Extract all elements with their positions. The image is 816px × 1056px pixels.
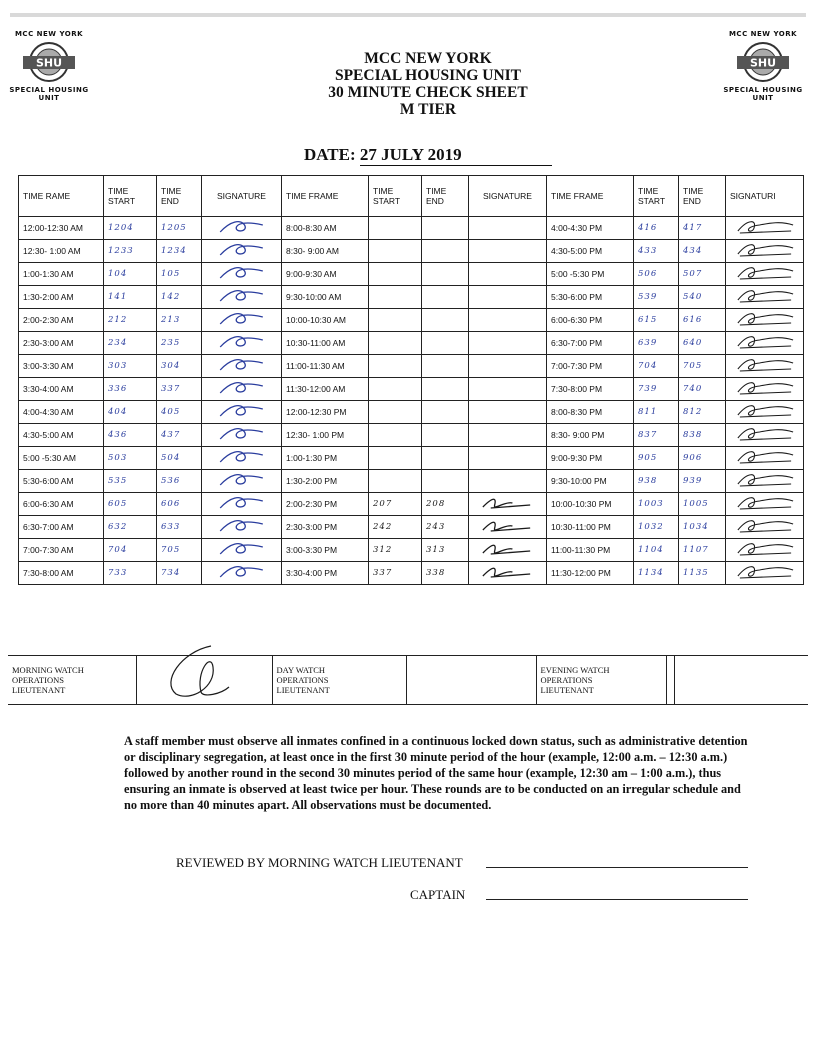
signature-cell <box>202 378 282 401</box>
start-cell: 811 <box>634 401 679 424</box>
table-row <box>19 332 804 355</box>
end-cell: 740 <box>679 378 726 401</box>
end-cell: 105 <box>157 263 202 286</box>
signature-cell <box>726 332 804 355</box>
table-row <box>19 401 804 424</box>
start-cell: 506 <box>634 263 679 286</box>
signature-cell <box>202 516 282 539</box>
start-cell: 605 <box>104 493 157 516</box>
time-frame-cell: 2:00-2:30 PM <box>282 493 369 516</box>
end-cell: 142 <box>157 286 202 309</box>
start-cell: 433 <box>634 240 679 263</box>
time-frame-cell: 8:00-8:30 AM <box>282 217 369 240</box>
signature-cell <box>202 309 282 332</box>
table-row <box>19 424 804 447</box>
date-value: 27 JULY 2019 <box>360 145 552 166</box>
time-frame-cell: 11:30-12:00 PM <box>547 562 634 585</box>
start-cell <box>369 355 422 378</box>
col-header: TIME START <box>104 176 157 217</box>
time-frame-cell: 12:00-12:30 AM <box>19 217 104 240</box>
signature-cell <box>202 355 282 378</box>
logo-bottom-text: SPECIAL HOUSING UNIT <box>723 86 803 102</box>
end-cell: 313 <box>422 539 469 562</box>
shu-logo-right <box>718 30 808 102</box>
time-frame-cell: 1:00-1:30 PM <box>282 447 369 470</box>
end-cell: 540 <box>679 286 726 309</box>
end-cell: 734 <box>157 562 202 585</box>
end-cell: 838 <box>679 424 726 447</box>
end-cell: 235 <box>157 332 202 355</box>
start-cell: 312 <box>369 539 422 562</box>
col-header: SIGNATURI <box>726 176 804 217</box>
col-header: SIGNATURE <box>469 176 547 217</box>
time-frame-cell: 10:00-10:30 AM <box>282 309 369 332</box>
end-cell: 705 <box>679 355 726 378</box>
time-frame-cell: 4:30-5:00 PM <box>547 240 634 263</box>
start-cell: 104 <box>104 263 157 286</box>
time-frame-cell: 12:00-12:30 PM <box>282 401 369 424</box>
time-frame-cell: 8:00-8:30 PM <box>547 401 634 424</box>
start-cell: 1134 <box>634 562 679 585</box>
start-cell: 503 <box>104 447 157 470</box>
table-row <box>19 493 804 516</box>
signature-cell <box>202 286 282 309</box>
evening-watch-spacer <box>666 656 674 705</box>
start-cell: 141 <box>104 286 157 309</box>
table-row <box>19 447 804 470</box>
signature-cell <box>726 309 804 332</box>
signature-cell <box>469 424 547 447</box>
signature-cell <box>726 286 804 309</box>
end-cell: 705 <box>157 539 202 562</box>
title-line: MCC NEW YORK <box>364 50 492 67</box>
time-frame-cell: 4:00-4:30 PM <box>547 217 634 240</box>
start-cell <box>369 332 422 355</box>
start-cell: 1003 <box>634 493 679 516</box>
end-cell <box>422 355 469 378</box>
start-cell <box>369 217 422 240</box>
sheet-title <box>258 50 598 118</box>
start-cell: 632 <box>104 516 157 539</box>
col-header: TIME START <box>634 176 679 217</box>
time-frame-cell: 6:30-7:00 AM <box>19 516 104 539</box>
end-cell: 437 <box>157 424 202 447</box>
end-cell: 1034 <box>679 516 726 539</box>
end-cell: 640 <box>679 332 726 355</box>
end-cell: 812 <box>679 401 726 424</box>
end-cell: 606 <box>157 493 202 516</box>
start-cell <box>369 470 422 493</box>
time-frame-cell: 11:00-11:30 PM <box>547 539 634 562</box>
morning-watch-label: MORNING WATCH OPERATIONS LIEUTENANT <box>8 656 136 705</box>
title-line: SPECIAL HOUSING UNIT <box>334 67 522 84</box>
time-frame-cell: 9:00-9:30 PM <box>547 447 634 470</box>
end-cell: 1005 <box>679 493 726 516</box>
start-cell: 733 <box>104 562 157 585</box>
end-cell <box>422 309 469 332</box>
start-cell: 337 <box>369 562 422 585</box>
time-frame-cell: 7:00-7:30 PM <box>547 355 634 378</box>
title-line: 30 MINUTE CHECK SHEET <box>328 84 528 101</box>
morning-watch-signature <box>136 656 272 705</box>
signature-cell <box>726 516 804 539</box>
signature-cell <box>469 309 547 332</box>
signature-cell <box>726 562 804 585</box>
signature-cell <box>202 401 282 424</box>
start-cell: 905 <box>634 447 679 470</box>
time-frame-cell: 1:30-2:00 PM <box>282 470 369 493</box>
check-log-table <box>18 175 804 585</box>
time-frame-cell: 10:30-11:00 AM <box>282 332 369 355</box>
start-cell <box>369 263 422 286</box>
signature-cell <box>726 447 804 470</box>
signature-cell <box>469 447 547 470</box>
col-header: TIME RAME <box>19 176 104 217</box>
end-cell <box>422 286 469 309</box>
start-cell: 207 <box>369 493 422 516</box>
signature-cell <box>202 562 282 585</box>
logo-bottom-text: SPECIAL HOUSING UNIT <box>9 86 89 102</box>
start-cell: 234 <box>104 332 157 355</box>
time-frame-cell: 11:00-11:30 AM <box>282 355 369 378</box>
col-header: TIME FRAME <box>282 176 369 217</box>
start-cell: 837 <box>634 424 679 447</box>
time-frame-cell: 3:00-3:30 PM <box>282 539 369 562</box>
signature-cell <box>726 401 804 424</box>
end-cell <box>422 240 469 263</box>
end-cell: 304 <box>157 355 202 378</box>
logo-mark-text: SHU <box>35 56 63 70</box>
signature-cell <box>469 286 547 309</box>
table-body <box>19 217 804 585</box>
time-frame-cell: 9:30-10:00 AM <box>282 286 369 309</box>
time-frame-cell: 6:00-6:30 PM <box>547 309 634 332</box>
time-frame-cell: 2:30-3:00 PM <box>282 516 369 539</box>
end-cell <box>422 424 469 447</box>
start-cell: 704 <box>634 355 679 378</box>
end-cell: 1135 <box>679 562 726 585</box>
col-header: TIME END <box>679 176 726 217</box>
start-cell: 535 <box>104 470 157 493</box>
date-label: DATE: <box>304 145 356 164</box>
shu-logo-left <box>4 30 94 102</box>
start-cell: 938 <box>634 470 679 493</box>
signature-mark <box>141 642 261 702</box>
time-frame-cell: 8:30- 9:00 PM <box>547 424 634 447</box>
col-header: SIGNATURE <box>202 176 282 217</box>
signature-cell <box>202 240 282 263</box>
col-header: TIME START <box>369 176 422 217</box>
shu-seal-icon <box>735 41 791 83</box>
signature-cell <box>469 401 547 424</box>
table-row <box>19 470 804 493</box>
time-frame-cell: 11:30-12:00 AM <box>282 378 369 401</box>
signature-cell <box>469 355 547 378</box>
signature-cell <box>726 355 804 378</box>
signature-cell <box>469 516 547 539</box>
signature-cell <box>726 493 804 516</box>
time-frame-cell: 7:30-8:00 PM <box>547 378 634 401</box>
start-cell: 1204 <box>104 217 157 240</box>
evening-watch-label: EVENING WATCH OPERATIONS LIEUTENANT <box>536 656 666 705</box>
start-cell <box>369 401 422 424</box>
end-cell: 337 <box>157 378 202 401</box>
time-frame-cell: 5:30-6:00 PM <box>547 286 634 309</box>
table-row <box>19 562 804 585</box>
signature-cell <box>469 539 547 562</box>
end-cell: 213 <box>157 309 202 332</box>
time-frame-cell: 7:30-8:00 AM <box>19 562 104 585</box>
time-frame-cell: 4:00-4:30 AM <box>19 401 104 424</box>
time-frame-cell: 7:00-7:30 AM <box>19 539 104 562</box>
signature-cell <box>469 378 547 401</box>
start-cell <box>369 378 422 401</box>
signature-cell <box>726 424 804 447</box>
time-frame-cell: 12:30- 1:00 PM <box>282 424 369 447</box>
time-frame-cell: 1:00-1:30 AM <box>19 263 104 286</box>
end-cell <box>422 378 469 401</box>
start-cell: 242 <box>369 516 422 539</box>
start-cell: 639 <box>634 332 679 355</box>
signature-cell <box>202 217 282 240</box>
start-cell <box>369 286 422 309</box>
end-cell <box>422 401 469 424</box>
date-line <box>304 145 552 166</box>
end-cell: 536 <box>157 470 202 493</box>
signature-cell <box>202 447 282 470</box>
signature-cell <box>202 332 282 355</box>
reviewed-by-line <box>486 867 748 868</box>
table-row <box>19 378 804 401</box>
end-cell: 338 <box>422 562 469 585</box>
end-cell <box>422 217 469 240</box>
end-cell: 1107 <box>679 539 726 562</box>
table-row <box>19 309 804 332</box>
table-row <box>19 516 804 539</box>
time-frame-cell: 5:00 -5:30 PM <box>547 263 634 286</box>
start-cell <box>369 240 422 263</box>
table-header-row <box>19 176 804 217</box>
end-cell: 1205 <box>157 217 202 240</box>
signature-cell <box>469 470 547 493</box>
signature-cell <box>726 378 804 401</box>
time-frame-cell: 12:30- 1:00 AM <box>19 240 104 263</box>
start-cell: 1032 <box>634 516 679 539</box>
watch-operations-bar <box>8 655 808 705</box>
end-cell <box>422 332 469 355</box>
col-header: TIME END <box>157 176 202 217</box>
signature-cell <box>469 217 547 240</box>
title-line: M TIER <box>399 101 457 118</box>
signature-cell <box>726 240 804 263</box>
table-row <box>19 355 804 378</box>
start-cell: 404 <box>104 401 157 424</box>
end-cell: 208 <box>422 493 469 516</box>
end-cell <box>422 447 469 470</box>
time-frame-cell: 6:00-6:30 AM <box>19 493 104 516</box>
signature-cell <box>202 424 282 447</box>
col-header: TIME END <box>422 176 469 217</box>
evening-watch-signature <box>674 656 808 705</box>
time-frame-cell: 2:00-2:30 AM <box>19 309 104 332</box>
signature-cell <box>726 470 804 493</box>
logo-top-text: MCC NEW YORK <box>14 30 84 38</box>
signature-cell <box>202 493 282 516</box>
start-cell: 615 <box>634 309 679 332</box>
day-watch-signature <box>406 656 536 705</box>
end-cell: 507 <box>679 263 726 286</box>
captain-line <box>486 899 748 900</box>
time-frame-cell: 2:30-3:00 AM <box>19 332 104 355</box>
start-cell: 212 <box>104 309 157 332</box>
time-frame-cell: 6:30-7:00 PM <box>547 332 634 355</box>
day-watch-label: DAY WATCH OPERATIONS LIEUTENANT <box>272 656 406 705</box>
end-cell: 405 <box>157 401 202 424</box>
signature-cell <box>469 562 547 585</box>
signature-cell <box>726 539 804 562</box>
end-cell <box>422 263 469 286</box>
start-cell: 704 <box>104 539 157 562</box>
reviewed-by-label: REVIEWED BY MORNING WATCH LIEUTENANT <box>176 855 463 870</box>
end-cell: 616 <box>679 309 726 332</box>
signature-cell <box>726 263 804 286</box>
start-cell: 539 <box>634 286 679 309</box>
time-frame-cell: 5:00 -5:30 AM <box>19 447 104 470</box>
time-frame-cell: 1:30-2:00 AM <box>19 286 104 309</box>
start-cell: 416 <box>634 217 679 240</box>
table-row <box>19 217 804 240</box>
end-cell: 906 <box>679 447 726 470</box>
start-cell: 739 <box>634 378 679 401</box>
end-cell: 434 <box>679 240 726 263</box>
time-frame-cell: 3:30-4:00 AM <box>19 378 104 401</box>
signature-cell <box>202 470 282 493</box>
end-cell: 939 <box>679 470 726 493</box>
start-cell: 436 <box>104 424 157 447</box>
signature-cell <box>202 263 282 286</box>
signature-cell <box>202 539 282 562</box>
table-row <box>19 539 804 562</box>
signature-cell <box>469 332 547 355</box>
end-cell: 504 <box>157 447 202 470</box>
start-cell: 303 <box>104 355 157 378</box>
time-frame-cell: 5:30-6:00 AM <box>19 470 104 493</box>
logo-mark-text: SHU <box>749 56 777 70</box>
start-cell: 1233 <box>104 240 157 263</box>
table-row <box>19 263 804 286</box>
time-frame-cell: 10:30-11:00 PM <box>547 516 634 539</box>
start-cell: 336 <box>104 378 157 401</box>
end-cell <box>422 470 469 493</box>
signature-cell <box>469 263 547 286</box>
col-header: TIME FRAME <box>547 176 634 217</box>
signature-cell <box>726 217 804 240</box>
start-cell <box>369 424 422 447</box>
time-frame-cell: 8:30- 9:00 AM <box>282 240 369 263</box>
signature-cell <box>469 240 547 263</box>
end-cell: 417 <box>679 217 726 240</box>
time-frame-cell: 3:30-4:00 PM <box>282 562 369 585</box>
end-cell: 243 <box>422 516 469 539</box>
captain-label: CAPTAIN <box>410 887 466 902</box>
table-row <box>19 240 804 263</box>
logo-top-text: MCC NEW YORK <box>728 30 798 38</box>
time-frame-cell: 3:00-3:30 AM <box>19 355 104 378</box>
instructions-paragraph: A staff member must observe all inmates confined in a continuous locked down status, such as administrative detention or disciplinary segregation, at least once in the first 30 minute period of the hour (example, 12:00 a.m. – 12:30 a.m.) followed by another round in the second 30 minutes period of the same hour (example, 12:30 am – 1:00 a.m.), thus ensuring an inmate is observed at least twice per hour. These rounds are to be conducted on an irregular schedule and no more than 40 minutes apart. All observations must be documented. <box>124 734 748 812</box>
start-cell: 1104 <box>634 539 679 562</box>
time-frame-cell: 10:00-10:30 PM <box>547 493 634 516</box>
end-cell: 1234 <box>157 240 202 263</box>
start-cell <box>369 309 422 332</box>
time-frame-cell: 9:30-10:00 PM <box>547 470 634 493</box>
shu-seal-icon <box>21 41 77 83</box>
signature-cell <box>469 493 547 516</box>
time-frame-cell: 9:00-9:30 AM <box>282 263 369 286</box>
scan-edge <box>10 13 806 17</box>
start-cell <box>369 447 422 470</box>
time-frame-cell: 4:30-5:00 AM <box>19 424 104 447</box>
end-cell: 633 <box>157 516 202 539</box>
table-row <box>19 286 804 309</box>
